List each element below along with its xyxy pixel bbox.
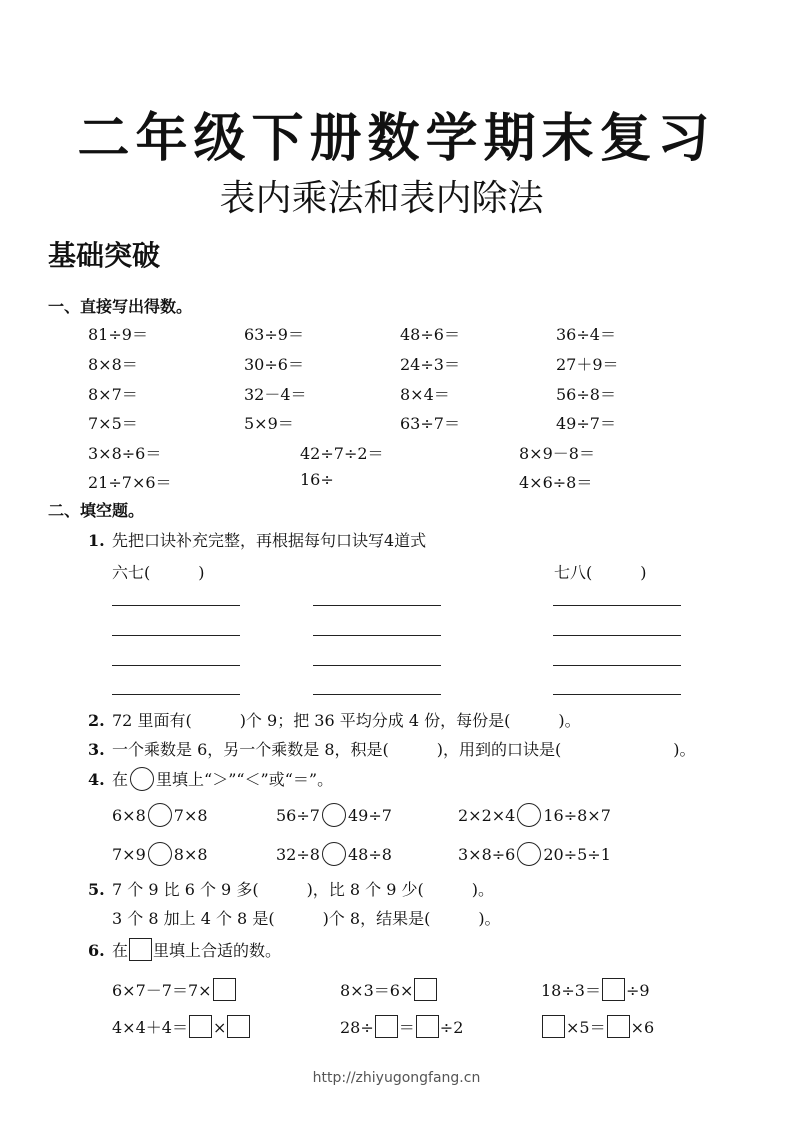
equation: 8×4＝ [400, 385, 450, 404]
equation: 81÷9＝ [88, 325, 148, 344]
right-expr: 16÷8×7 [543, 806, 611, 825]
page-title: 二年级下册数学期末复习 [77, 109, 716, 169]
question-text: 先把口诀补充完整，再根据每句口诀写4道式 [112, 531, 427, 550]
left-expr: 3×8÷6 [458, 845, 516, 864]
page-subtitle: 表内乘法和表内除法 [219, 178, 544, 219]
question-3 [88, 737, 696, 760]
footer-url: http://zhiyugongfang.cn [312, 1070, 481, 1086]
equation: 24÷3＝ [400, 355, 460, 374]
equation: 8×8＝ [88, 355, 138, 374]
equation: 21÷7×6＝ [88, 473, 172, 492]
equation: 63÷9＝ [244, 325, 304, 344]
question-number: 5. [88, 880, 105, 899]
question-text-a: 在 [112, 770, 129, 789]
expr: 28÷ [340, 1018, 374, 1037]
equation: 8×9－8＝ [519, 444, 595, 463]
question-text-a: 在 [112, 941, 129, 960]
answer-line[interactable] [553, 694, 681, 695]
equation: 56÷8＝ [556, 385, 616, 404]
q1-left-rhyme: 六七( ) [112, 563, 205, 582]
answer-line[interactable] [553, 635, 681, 636]
expr: 4×4＋4＝ [112, 1018, 188, 1037]
q6-item-c1 [541, 978, 650, 1001]
equation: 32－4＝ [244, 385, 307, 404]
question-4 [88, 767, 333, 791]
compare-circle-icon[interactable] [322, 803, 346, 827]
expr: ÷9 [625, 981, 650, 1000]
expr: ＝ [398, 1018, 415, 1037]
equation: 3×8÷6＝ [88, 444, 162, 463]
comparison-item [276, 842, 392, 866]
equation: 16÷ [300, 470, 334, 489]
left-expr: 6×8 [112, 806, 146, 825]
left-expr: 32÷8 [276, 845, 320, 864]
question-text: 72 里面有( )个 9；把 36 平均分成 4 份，每份是( )。 [112, 711, 581, 730]
answer-line[interactable] [313, 694, 441, 695]
right-expr: 8×8 [173, 845, 208, 864]
q6-item-b1 [340, 978, 438, 1001]
question-text: 一个乘数是 6，另一个乘数是 8，积是( )，用到的口诀是( )。 [112, 740, 696, 759]
question-5 [88, 877, 494, 900]
compare-circle-icon[interactable] [517, 803, 541, 827]
comparison-item [112, 842, 208, 866]
answer-box[interactable] [189, 1015, 212, 1038]
equation: 8×7＝ [88, 385, 138, 404]
part2-heading: 二、填空题。 [48, 501, 145, 520]
comparison-item [112, 803, 208, 827]
answer-box[interactable] [375, 1015, 398, 1038]
equation: 4×6÷8＝ [519, 473, 593, 492]
expr: ÷2 [439, 1018, 464, 1037]
comparison-item [276, 803, 392, 827]
question-text-b: 里填上合适的数。 [153, 941, 282, 960]
answer-line[interactable] [112, 665, 240, 666]
part1-heading: 一、直接写出得数。 [48, 297, 193, 316]
answer-line[interactable] [313, 665, 441, 666]
equation: 5×9＝ [244, 414, 294, 433]
compare-circle-icon[interactable] [148, 803, 172, 827]
q6-item-c2 [541, 1015, 654, 1038]
q6-item-a2 [112, 1015, 251, 1038]
right-expr: 7×8 [173, 806, 208, 825]
answer-line[interactable] [313, 635, 441, 636]
question-number: 2. [88, 711, 105, 730]
answer-line[interactable] [112, 635, 240, 636]
q6-item-b2 [340, 1015, 463, 1038]
question-2 [88, 708, 581, 731]
left-expr: 2×2×4 [458, 806, 516, 825]
right-expr: 48÷8 [347, 845, 392, 864]
expr: 18÷3＝ [541, 981, 601, 1000]
circle-icon [130, 767, 154, 791]
question-number: 4. [88, 770, 105, 789]
question-1 [88, 528, 426, 551]
equation: 27＋9＝ [556, 355, 619, 374]
question-6 [88, 938, 281, 961]
expr: 6×7－7＝7× [112, 981, 212, 1000]
right-expr: 20÷5÷1 [543, 845, 611, 864]
question-number: 6. [88, 941, 105, 960]
left-expr: 7×9 [112, 845, 146, 864]
answer-line[interactable] [553, 605, 681, 606]
question-number: 1. [88, 531, 105, 550]
answer-box[interactable] [129, 938, 152, 961]
comparison-item [458, 842, 611, 866]
answer-box[interactable] [213, 978, 236, 1001]
question-5-line2: 3 个 8 加上 4 个 8 是( )个 8，结果是( )。 [112, 909, 501, 928]
right-expr: 49÷7 [347, 806, 392, 825]
equation: 36÷4＝ [556, 325, 616, 344]
compare-circle-icon[interactable] [322, 842, 346, 866]
answer-line[interactable] [553, 665, 681, 666]
answer-box[interactable] [542, 1015, 565, 1038]
question-text-b: 里填上“＞”“＜”或“＝”。 [156, 770, 334, 789]
comparison-item [458, 803, 611, 827]
equation: 30÷6＝ [244, 355, 304, 374]
answer-box[interactable] [607, 1015, 630, 1038]
expr: 8×3＝6× [340, 981, 414, 1000]
question-text-line1: 7 个 9 比 6 个 9 多( )，比 8 个 9 少( )。 [112, 880, 494, 899]
expr: ×6 [630, 1018, 655, 1037]
answer-box[interactable] [414, 978, 437, 1001]
answer-line[interactable] [112, 694, 240, 695]
left-expr: 56÷7 [276, 806, 320, 825]
expr: × [212, 1018, 227, 1037]
q6-item-a1 [112, 978, 237, 1001]
question-number: 3. [88, 740, 105, 759]
equation: 49÷7＝ [556, 414, 616, 433]
compare-circle-icon[interactable] [148, 842, 172, 866]
equation: 7×5＝ [88, 414, 138, 433]
answer-line[interactable] [112, 605, 240, 606]
answer-box[interactable] [416, 1015, 439, 1038]
answer-box[interactable] [602, 978, 625, 1001]
equation: 42÷7÷2＝ [300, 444, 384, 463]
expr: ×5＝ [566, 1018, 606, 1037]
compare-circle-icon[interactable] [517, 842, 541, 866]
equation: 48÷6＝ [400, 325, 460, 344]
answer-box[interactable] [227, 1015, 250, 1038]
section-heading: 基础突破 [48, 239, 161, 272]
answer-line[interactable] [313, 605, 441, 606]
q1-right-rhyme: 七八( ) [554, 563, 647, 582]
equation: 63÷7＝ [400, 414, 460, 433]
